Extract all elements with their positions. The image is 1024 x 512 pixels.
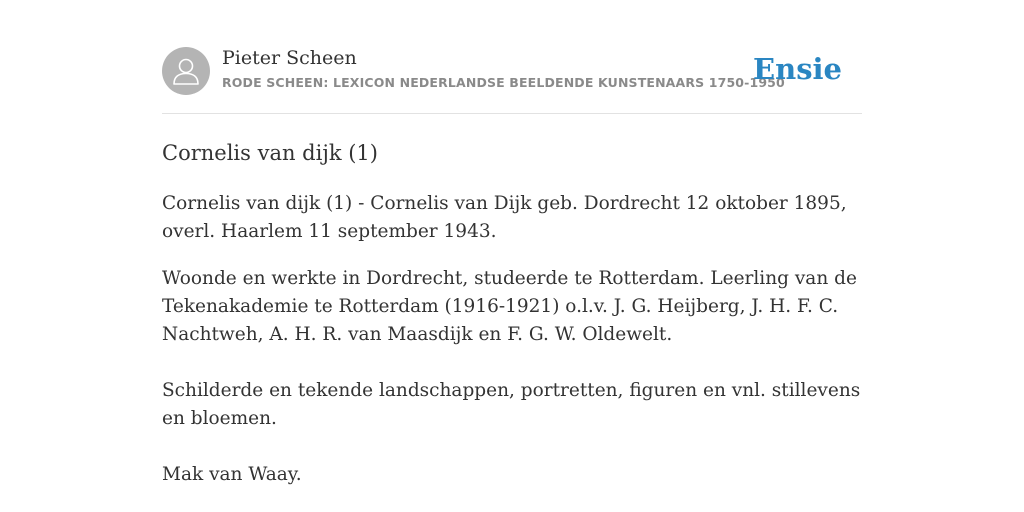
page-title: Cornelis van dijk (1) (162, 141, 378, 165)
article-paragraph: Mak van Waay. (162, 464, 302, 485)
author-name[interactable]: Pieter Scheen (222, 47, 357, 69)
author-avatar[interactable] (162, 47, 210, 95)
article-header (162, 47, 862, 114)
user-icon (162, 47, 210, 95)
source-title[interactable]: RODE SCHEEN: LEXICON NEDERLANDSE BEELDENDE KUNSTENAARS 1750-1950 (222, 75, 785, 90)
article-paragraph: Woonde en werkte in Dordrecht, studeerde te Rotterdam. Leerling van de Tekenakademie te Rotterdam (1916-1921) o.l.v. J. G. Heijberg, J. H. F. C. Nachtweh, A. H. R. van Maasdijk en F. G. W. Oldewelt. (162, 268, 857, 345)
article-paragraph: Schilderde en tekende landschappen, portretten, figuren en vnl. stillevens en bloemen. (162, 380, 861, 429)
article-content (162, 138, 862, 512)
ensie-logo[interactable]: Ensie (753, 52, 842, 86)
article-lede: Cornelis van dijk (1) - Cornelis van Dijk geb. Dordrecht 12 oktober 1895, overl. Haarlem 11 september 1943. (162, 193, 847, 242)
